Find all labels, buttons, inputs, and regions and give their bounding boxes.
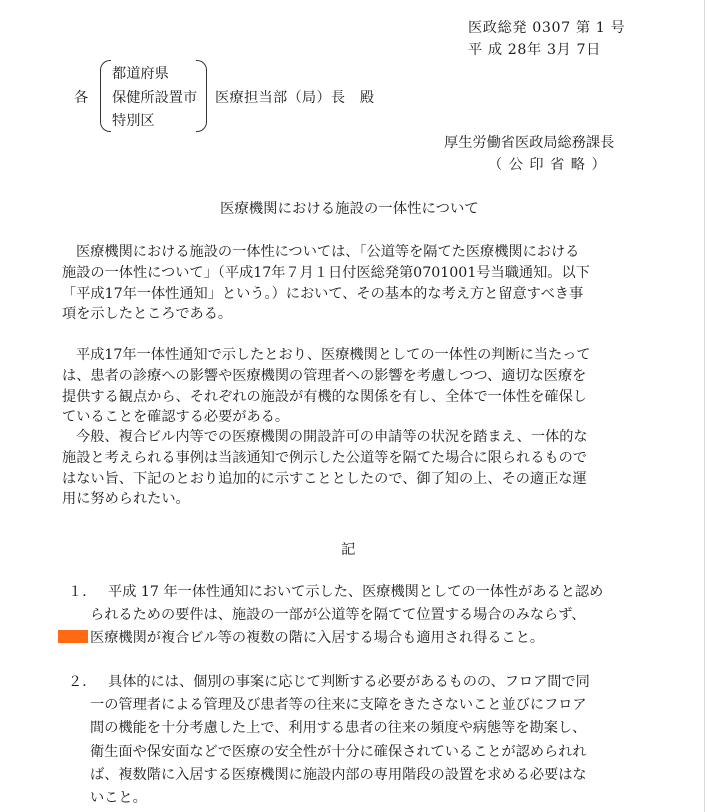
paragraph-line: 医療機関における施設の一体性については、「公道等を隔てた医療機関における: [76, 244, 580, 260]
paragraph-line: 用に努められたい。: [62, 491, 190, 508]
recipient-prefectures: 都道府県: [112, 66, 169, 82]
paragraph-line: 今般、複合ビル内等での医療機関の開設許可の申請等の状況を踏まえ、一体的な: [76, 429, 588, 445]
document-date: 平 成 28年 3月 7日: [468, 42, 601, 58]
paragraph-line: は、患者の診療への影響や医療機関の管理者への影響を考慮しつつ、適切な医療を: [62, 367, 587, 384]
item-line: 衛生面や保安面などで医療の安全性が十分に確保されていることが認められれ: [90, 743, 587, 760]
list-item: [62, 671, 662, 810]
item-line: 間の機能を十分考慮した上で、利用する患者の往来の頻度や病態等を勘案し、: [90, 720, 587, 737]
paragraph-line: 平成17年一体性通知で示したとおり、医療機関としての一体性の判断に当たって: [76, 347, 591, 363]
addressee-department: 医療担当部（局）長 殿: [215, 90, 375, 106]
body-paragraph: [62, 242, 662, 325]
recipient-special-wards: 特別区: [112, 113, 155, 129]
item-line: いこと。: [90, 789, 147, 806]
paragraph-line: ていることを確認する必要がある。: [62, 409, 290, 426]
paragraph-line: 提供する観点から、それぞれの施設が有機的な関係を有し、全体で一体性を確保し: [62, 388, 587, 405]
document-number: 医政総発 0307 第 1 号: [468, 20, 626, 36]
seal-omitted-note: （ 公 印 省 略 ）: [488, 157, 607, 173]
item-number: １．: [68, 584, 97, 600]
highlight-marker: [58, 630, 88, 643]
document-title: 医療機関における施設の一体性について: [220, 201, 479, 217]
item-number: ２．: [68, 674, 97, 690]
right-bracket: [196, 60, 207, 132]
paragraph-line: はない旨、下記のとおり追加的に示すこととしたので、御了知の上、その適正な運: [62, 470, 587, 487]
body-paragraph: [62, 345, 662, 428]
recipient-health-center-cities: 保健所設置市: [112, 90, 198, 106]
item-line-text: 医療機関が複合ビル等の複数の階に入居する場合も適用され得ること。: [90, 630, 545, 647]
item-line: ば、複数階に入居する医療機関に施設内部の専用階段の設置を求める必要はな: [90, 766, 587, 783]
left-bracket: [100, 60, 111, 132]
list-item: [62, 581, 662, 651]
item-line: られるための要件は、施設の一部が公道等を隔てて位置する場合のみならず、: [90, 607, 586, 624]
paragraph-line: 施設と考えられる事例は当該通知で例示した公道等を隔てた場合に限られるもので: [62, 449, 587, 466]
item-line: 平成 17 年一体性通知において示した、医療機関としての一体性があると認め: [108, 584, 604, 600]
ki-heading: 記: [341, 542, 356, 558]
body-paragraph: [62, 427, 662, 510]
item-line: 一の管理者による管理及び患者等の往来に支障をきたさないこと並びにフロア: [90, 697, 587, 714]
item-line: 具体的には、個別の事案に応じて判断する必要があるものの、フロア間で同: [108, 674, 590, 690]
addressee-prefix: 各: [74, 90, 89, 106]
sender-name: 厚生労働省医政局総務課長: [444, 135, 615, 151]
paragraph-line: 「平成17年一体性通知」という。）において、その基本的な考え方と留意すべき事: [62, 285, 584, 302]
paragraph-line: 項を示したところである。: [62, 306, 233, 323]
paragraph-line: 施設の一体性について」（平成17年７月１日付医総発第0701001号当職通知。以下: [62, 264, 590, 281]
item-line-highlighted: [62, 627, 662, 650]
